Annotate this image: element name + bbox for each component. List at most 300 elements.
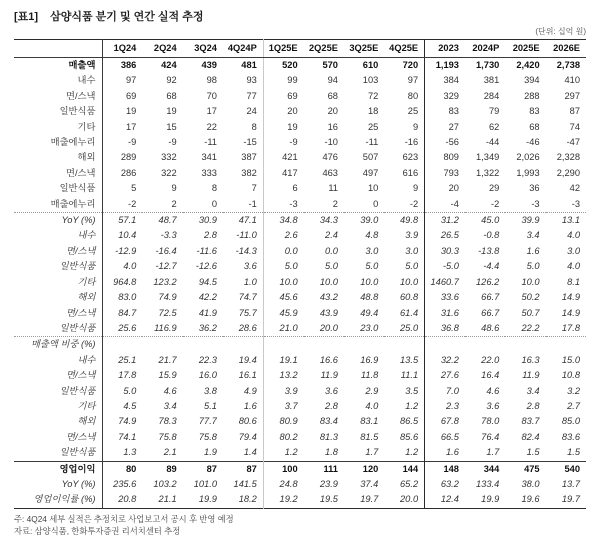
cell: 20 [263, 104, 303, 119]
cell: 18.2 [238, 494, 257, 505]
cell: 16.9 [360, 354, 379, 365]
footnotes [14, 513, 586, 538]
cell: 75.8 [158, 431, 177, 442]
column-header: 2023 [425, 40, 465, 58]
cell: 37.4 [360, 478, 379, 489]
cell: 10.4 [118, 230, 137, 241]
cell: 481 [241, 60, 257, 70]
row-label: 면/스낵 [14, 89, 102, 104]
cell: 36.2 [198, 322, 217, 333]
cell: 10.0 [521, 276, 540, 287]
cell [263, 337, 303, 353]
cell: 3.7 [263, 399, 303, 414]
cell: 43.2 [319, 292, 338, 303]
cell: 126.2 [476, 276, 500, 287]
cell: 410 [564, 75, 580, 86]
cell: 16.6 [319, 354, 338, 365]
cell: 39.0 [344, 213, 384, 229]
cell: 66.7 [481, 307, 500, 318]
cell: 17 [206, 106, 217, 117]
table-row [14, 445, 586, 461]
cell: 83.6 [561, 431, 580, 442]
cell: 8 [251, 121, 257, 132]
cell: 10 [367, 183, 379, 194]
cell: 19.2 [263, 492, 303, 508]
cell: 4.6 [163, 385, 177, 396]
table-row [14, 290, 586, 305]
table-row [14, 150, 586, 165]
cell: 0 [373, 198, 379, 209]
cell: 332 [161, 152, 177, 163]
cell: 3.6 [243, 261, 257, 272]
row-label: 내수 [14, 228, 102, 243]
cell: 133.4 [476, 478, 500, 489]
cell: 1.7 [365, 447, 379, 458]
cell: -4 [425, 197, 465, 213]
cell: -56 [425, 135, 465, 150]
cell: 28.6 [238, 322, 257, 333]
cell: 497 [362, 167, 379, 178]
cell: 66.7 [481, 292, 500, 303]
cell: 16.0 [198, 370, 217, 381]
table-row [14, 213, 586, 229]
cell: 31.2 [425, 213, 465, 229]
cell: 5.0 [405, 261, 419, 272]
cell: 19.4 [238, 354, 257, 365]
cell: 20.0 [319, 322, 338, 333]
column-header: 2025E [505, 40, 545, 58]
cell: 1.3 [123, 447, 137, 458]
cell: 11.9 [522, 370, 540, 381]
table-row [14, 399, 586, 414]
column-header: 1Q24 [102, 40, 142, 58]
cell: 384 [425, 73, 465, 88]
table-row [14, 120, 586, 135]
cell: 85.6 [400, 431, 419, 442]
cell: 2.9 [365, 385, 379, 396]
column-header: 2Q25E [304, 40, 344, 58]
cell: 101.0 [193, 478, 217, 489]
cell: 22.0 [481, 354, 500, 365]
cell: 45.0 [465, 213, 505, 229]
row-label: 면/스낵 [14, 244, 102, 259]
cell: -0.8 [483, 230, 500, 241]
cell: -46 [526, 137, 540, 148]
cell: 87 [223, 461, 263, 477]
cell: 83.7 [521, 416, 540, 427]
cell: 74.1 [118, 431, 137, 442]
cell: 9 [171, 183, 177, 194]
cell: 5.0 [263, 259, 303, 274]
cell: 67.8 [425, 414, 465, 429]
cell: 809 [425, 150, 465, 165]
cell: 4.5 [123, 400, 137, 411]
cell: 329 [425, 89, 465, 104]
cell: -3 [571, 198, 580, 209]
table-row [14, 275, 586, 290]
table-body [14, 58, 586, 509]
column-header: 2026E [546, 40, 586, 58]
cell: 4.0 [365, 400, 379, 411]
cell [546, 337, 586, 353]
cell: 94 [327, 75, 338, 86]
cell: 16 [327, 121, 338, 132]
cell: 4.0 [567, 230, 580, 241]
cell: 48.6 [481, 322, 500, 333]
cell: 16.1 [238, 370, 257, 381]
row-label: 일반식품 [14, 259, 102, 274]
cell: 14.9 [561, 307, 580, 318]
row-label: YoY (%) [14, 477, 102, 492]
cell: 424 [161, 60, 177, 70]
cell: 89 [142, 461, 182, 477]
cell: -16 [404, 137, 419, 148]
cell: 3.4 [526, 385, 540, 396]
table-row [14, 306, 586, 321]
cell: 507 [362, 152, 379, 163]
cell: 74.9 [158, 292, 177, 303]
cell: 26.5 [425, 228, 465, 243]
row-label: 면/스낵 [14, 368, 102, 383]
row-label: 면/스낵 [14, 166, 102, 181]
cell: 3.0 [567, 245, 580, 256]
cell: 1.5 [526, 447, 540, 458]
cell: -3.3 [160, 230, 177, 241]
cell: 19.7 [360, 494, 379, 505]
cell: 13.5 [400, 354, 419, 365]
cell: 7 [251, 183, 257, 194]
cell: -44 [485, 137, 500, 148]
table-row [14, 58, 586, 74]
cell: 1.9 [204, 447, 217, 458]
cell: 2.8 [325, 400, 338, 411]
cell: 50.2 [521, 292, 540, 303]
row-label: 기타 [14, 120, 102, 135]
cell: 61.4 [400, 307, 419, 318]
cell: 1460.7 [425, 275, 465, 290]
cell: -5.0 [425, 259, 465, 274]
cell: 386 [120, 60, 137, 70]
cell: 2.1 [163, 447, 177, 458]
cell: 111 [304, 461, 344, 477]
cell: 74.7 [238, 292, 257, 303]
unit-label: (단위: 십억 원) [535, 27, 586, 36]
cell: -10 [324, 137, 338, 148]
cell: 14.9 [561, 292, 580, 303]
cell: -16.4 [155, 245, 177, 256]
row-label: 기타 [14, 399, 102, 414]
cell: 11.9 [320, 370, 338, 381]
row-label: 일반식품 [14, 445, 102, 461]
cell: 2,420 [516, 60, 540, 70]
cell: 65.2 [400, 478, 419, 489]
cell: 1,349 [476, 152, 500, 163]
cell: 97 [125, 75, 137, 86]
cell: 10.0 [263, 275, 303, 290]
cell: 80 [102, 461, 142, 477]
cell: 1.8 [325, 447, 338, 458]
cell: 10.0 [360, 276, 379, 287]
cell: 92 [166, 75, 177, 86]
cell: -11.6 [196, 245, 217, 256]
cell: 34.3 [304, 213, 344, 229]
cell: 47.1 [223, 213, 263, 229]
cell: 3.4 [526, 230, 540, 241]
cell: 141.5 [233, 478, 257, 489]
cell: 57.1 [102, 213, 142, 229]
cell: 68 [529, 121, 540, 132]
cell: 16.4 [481, 370, 500, 381]
cell: 5 [131, 183, 137, 194]
cell: 29 [488, 183, 500, 194]
column-header: 2Q24 [142, 40, 182, 58]
cell: 421 [263, 150, 303, 165]
cell [304, 337, 344, 353]
cell: 36 [529, 183, 540, 194]
cell: 82.4 [521, 431, 540, 442]
cell: -3 [531, 198, 540, 209]
cell: 0.0 [263, 244, 303, 259]
cell [465, 337, 505, 353]
cell: 123.2 [153, 276, 177, 287]
cell: 43.9 [319, 307, 338, 318]
cell: 1.7 [486, 447, 500, 458]
cell: 22.2 [521, 322, 540, 333]
column-header: 3Q24 [183, 40, 223, 58]
cell: 5.1 [204, 400, 217, 411]
cell: 15 [166, 121, 177, 132]
table-row [14, 181, 586, 196]
cell: -11 [204, 137, 217, 148]
cell: 77 [246, 90, 257, 101]
cell: 148 [425, 461, 465, 477]
cell: 387 [241, 152, 257, 163]
cell: 23.9 [319, 478, 338, 489]
cell: -4.4 [483, 261, 500, 272]
cell [102, 337, 142, 353]
table-row [14, 244, 586, 259]
table-row [14, 73, 586, 88]
cell: 120 [344, 461, 384, 477]
cell: 25.1 [118, 354, 137, 365]
cell: 5.0 [365, 261, 379, 272]
cell [384, 337, 424, 353]
cell: 93 [246, 75, 257, 86]
column-header: 1Q25E [263, 40, 303, 58]
cell: 6 [263, 181, 303, 196]
cell: 42 [569, 183, 580, 194]
cell: 42.2 [198, 292, 217, 303]
cell: 76.4 [481, 431, 500, 442]
cell: 18 [367, 106, 379, 117]
table-row [14, 461, 586, 477]
cell: 144 [384, 461, 424, 477]
table-row [14, 228, 586, 243]
cell: 2.8 [204, 230, 217, 241]
table-row [14, 259, 586, 274]
cell: 616 [402, 167, 419, 178]
cell: 74.9 [118, 416, 137, 427]
cell: 1.5 [567, 447, 580, 458]
cell: 3.2 [567, 385, 580, 396]
row-label: 일반식품 [14, 181, 102, 196]
cell: 1,993 [516, 167, 540, 178]
table-row [14, 104, 586, 119]
cell: 13.1 [546, 213, 586, 229]
cell: 72 [367, 90, 379, 101]
cell: 78.0 [481, 416, 500, 427]
cell: 80.2 [263, 430, 303, 445]
cell: 520 [263, 58, 303, 74]
cell: 75.8 [198, 431, 217, 442]
cell: 68 [166, 90, 177, 101]
cell: 25 [367, 121, 379, 132]
cell: 235.6 [113, 478, 137, 489]
cell: 50.7 [521, 307, 540, 318]
cell: -11 [365, 137, 379, 148]
row-label: 매출에누리 [14, 197, 102, 213]
cell: 4.0 [567, 261, 580, 272]
cell: -2 [491, 198, 500, 209]
cell: 2.6 [263, 228, 303, 243]
cell: 30.9 [183, 213, 223, 229]
cell: 98 [206, 75, 217, 86]
row-label: 영업이익률 (%) [14, 492, 102, 508]
cell: 0.0 [325, 245, 338, 256]
cell: 24.8 [263, 477, 303, 492]
cell: 1,322 [476, 167, 500, 178]
table-row [14, 384, 586, 399]
cell: 5.0 [526, 261, 540, 272]
cell: 1,730 [476, 60, 500, 70]
table-row [14, 368, 586, 383]
cell: 382 [241, 167, 257, 178]
cell: 344 [465, 461, 505, 477]
cell: 15.0 [561, 354, 580, 365]
cell: 19.9 [198, 494, 217, 505]
header-corner [14, 40, 102, 58]
cell: 80 [407, 90, 419, 101]
cell: 36.8 [425, 321, 465, 337]
cell: 2,328 [556, 152, 580, 163]
cell: 27 [425, 120, 465, 135]
cell: 19.7 [561, 494, 580, 505]
column-header: 4Q24P [223, 40, 263, 58]
cell: 2,290 [556, 167, 580, 178]
cell: 85.0 [561, 416, 580, 427]
cell: 21.7 [158, 354, 177, 365]
cell: 2,738 [556, 60, 580, 70]
row-label: 기타 [14, 275, 102, 290]
cell: -2 [409, 198, 419, 209]
cell: -47 [566, 137, 580, 148]
cell: 1.2 [405, 400, 419, 411]
cell: 341 [201, 152, 217, 163]
cell: 32.2 [425, 353, 465, 368]
cell: 60.8 [400, 292, 419, 303]
financial-table [14, 39, 586, 509]
cell: 19.5 [319, 494, 338, 505]
cell: -15 [243, 137, 257, 148]
cell: 25 [407, 106, 419, 117]
cell: 3.0 [405, 245, 419, 256]
cell: -2 [128, 198, 137, 209]
cell: 83.4 [319, 416, 338, 427]
cell: 439 [201, 60, 217, 70]
cell: 720 [402, 60, 419, 70]
cell: 463 [322, 167, 338, 178]
cell [344, 337, 384, 353]
column-header: 3Q25E [344, 40, 384, 58]
cell: 1.6 [243, 400, 257, 411]
cell: 34.8 [263, 213, 303, 229]
cell: 0 [211, 198, 217, 209]
cell: 3.4 [163, 400, 177, 411]
cell: 45.6 [263, 290, 303, 305]
cell: 1.0 [243, 276, 257, 287]
cell: 475 [505, 461, 545, 477]
row-label: 일반식품 [14, 321, 102, 337]
cell: 793 [425, 166, 465, 181]
cell: 3.9 [263, 384, 303, 399]
cell: 62 [488, 121, 500, 132]
cell: 1,193 [425, 58, 465, 74]
cell: 12.4 [425, 492, 465, 508]
cell: 77.7 [198, 416, 217, 427]
table-title [14, 8, 586, 24]
table-row [14, 414, 586, 429]
table-row [14, 166, 586, 181]
table-row [14, 477, 586, 492]
cell: 5.0 [123, 385, 137, 396]
cell: 394 [524, 75, 540, 86]
cell: 80.9 [263, 414, 303, 429]
cell: 8.1 [567, 276, 580, 287]
row-label: 일반식품 [14, 104, 102, 119]
cell: 297 [564, 90, 580, 101]
cell: 4.0 [123, 261, 137, 272]
cell: 83.0 [118, 292, 137, 303]
cell: 83 [425, 104, 465, 119]
cell: 39.9 [505, 213, 545, 229]
cell: 1.2 [263, 445, 303, 461]
cell: 333 [201, 167, 217, 178]
cell: 4.8 [365, 230, 379, 241]
cell: 10.0 [400, 276, 419, 287]
cell: 48.7 [142, 213, 182, 229]
cell: 103.2 [153, 478, 177, 489]
cell: -12.6 [195, 261, 217, 272]
cell: 24 [246, 106, 257, 117]
cell: 99 [263, 73, 303, 88]
cell: 19 [125, 106, 137, 117]
cell: 41.9 [198, 307, 217, 318]
cell: 1.4 [243, 447, 257, 458]
cell: 31.6 [425, 306, 465, 321]
cell: 11 [328, 183, 338, 194]
cell: 15.9 [158, 370, 177, 381]
table-row [14, 321, 586, 337]
cell: 48.8 [360, 292, 379, 303]
header-row [14, 40, 586, 58]
cell: -1 [248, 198, 257, 209]
row-label: 영업이익 [14, 461, 102, 477]
cell: 25.6 [118, 322, 137, 333]
row-label: 일반식품 [14, 384, 102, 399]
cell: 75.7 [238, 307, 257, 318]
cell: -9 [128, 137, 137, 148]
cell: 1.2 [405, 447, 419, 458]
